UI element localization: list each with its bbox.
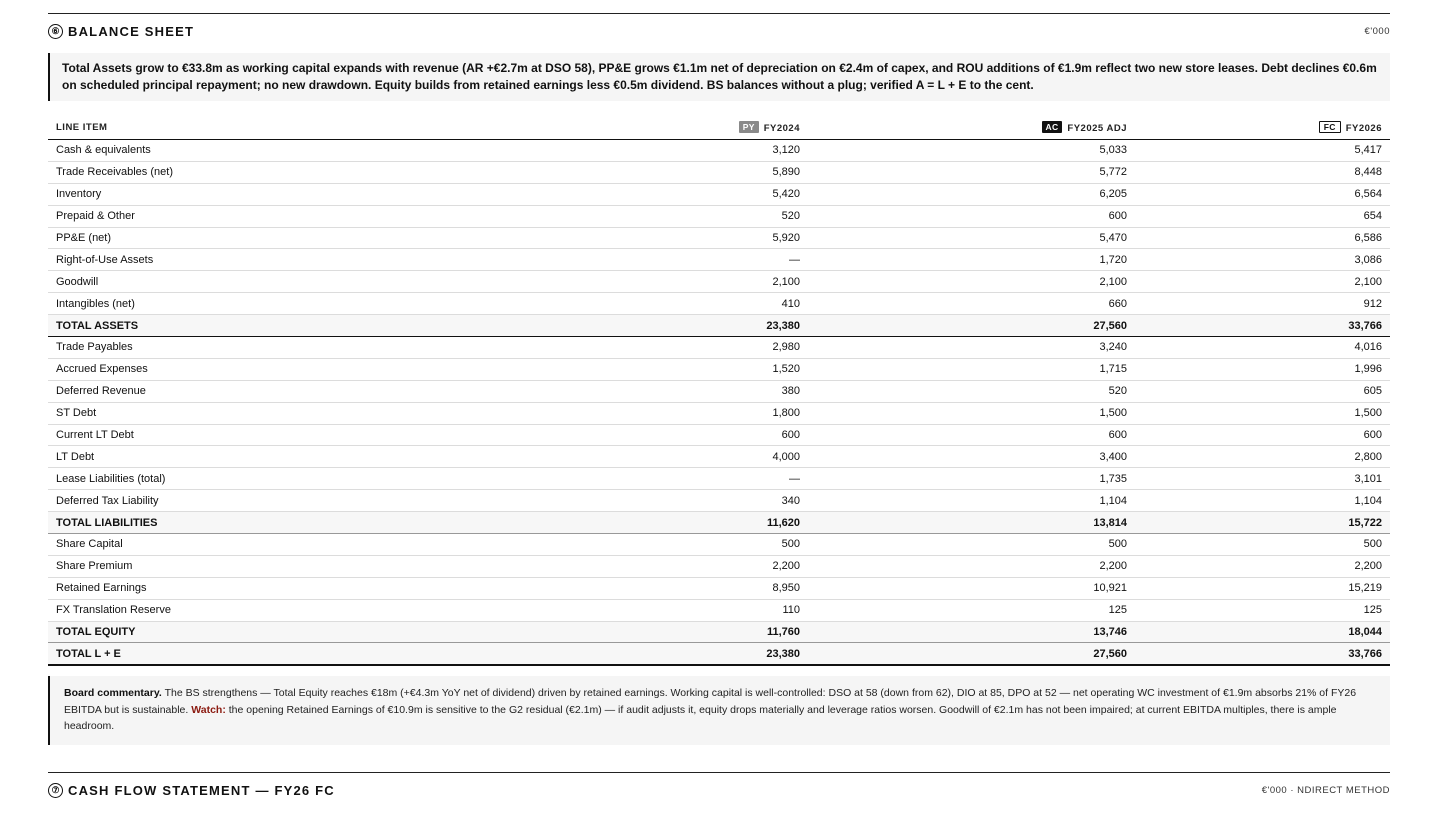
- col-fy2024-label: FY2024: [763, 123, 800, 134]
- section-title-text: CASH FLOW STATEMENT — FY26 FC: [68, 783, 335, 798]
- cell-ac: 6,205: [808, 183, 1135, 205]
- cell-fc: 2,800: [1135, 446, 1390, 468]
- cell-py: 3,120: [484, 140, 808, 162]
- cell-py: 500: [484, 534, 808, 556]
- fc-badge: FC: [1319, 121, 1341, 133]
- cell-ac: 125: [808, 599, 1135, 621]
- section-divider: [48, 13, 1390, 14]
- cell-fc: 4,016: [1135, 337, 1390, 359]
- table-row: [48, 358, 1390, 380]
- total-liabilities-row: [48, 512, 1390, 534]
- cell-ac: 5,470: [808, 227, 1135, 249]
- col-fy2026-label: FY2026: [1345, 123, 1382, 134]
- balance-sheet-header: [48, 24, 1390, 39]
- cell-fc: 3,101: [1135, 468, 1390, 490]
- cell-ac: 1,104: [808, 490, 1135, 512]
- col-fy2025-label: FY2025 ADJ: [1067, 123, 1127, 134]
- col-fy2026: [1135, 116, 1390, 140]
- cell-py: 520: [484, 205, 808, 227]
- cell-fc: 6,564: [1135, 183, 1390, 205]
- cell-fc: 6,586: [1135, 227, 1390, 249]
- row-label: Share Premium: [48, 555, 484, 577]
- cell-py: 1,520: [484, 358, 808, 380]
- cell-py: 8,950: [484, 577, 808, 599]
- cell-ac: 1,715: [808, 358, 1135, 380]
- cell-fc: 2,200: [1135, 555, 1390, 577]
- section-title-text: BALANCE SHEET: [68, 24, 195, 39]
- table-row: [48, 424, 1390, 446]
- row-label: TOTAL LIABILITIES: [48, 512, 484, 534]
- row-label: Prepaid & Other: [48, 205, 484, 227]
- cell-ac: 10,921: [808, 577, 1135, 599]
- cell-py: 410: [484, 293, 808, 315]
- cell-py: 380: [484, 380, 808, 402]
- row-label: Right-of-Use Assets: [48, 249, 484, 271]
- balance-sheet-table: [48, 116, 1390, 666]
- cell-py: 110: [484, 599, 808, 621]
- row-label: Trade Receivables (net): [48, 161, 484, 183]
- table-row: [48, 446, 1390, 468]
- cell-py: 11,760: [484, 621, 808, 643]
- cell-fc: 5,417: [1135, 140, 1390, 162]
- row-label: Trade Payables: [48, 337, 484, 359]
- section-title: [48, 24, 194, 39]
- cell-fc: 15,219: [1135, 577, 1390, 599]
- cell-py: 2,980: [484, 337, 808, 359]
- cell-fc: 125: [1135, 599, 1390, 621]
- cell-ac: 5,033: [808, 140, 1135, 162]
- commentary-watch-text: the opening Retained Earnings of €10.9m is sensitive to the G2 residual (€2.1m) — if audit adjusts it, equity drops materially and leverage ratios worsen. Goodwill of €2.1m has not been impaired; at current EBITDA multiples, there is ample headroom.: [64, 703, 1337, 732]
- py-badge: PY: [739, 121, 759, 133]
- currency-unit: €'000 · NDIRECT METHOD: [1261, 785, 1390, 796]
- table-row: [48, 468, 1390, 490]
- table-row: [48, 599, 1390, 621]
- row-label: Retained Earnings: [48, 577, 484, 599]
- cell-fc: 33,766: [1135, 315, 1390, 337]
- cell-ac: 600: [808, 205, 1135, 227]
- table-row: [48, 183, 1390, 205]
- cell-py: 4,000: [484, 446, 808, 468]
- cell-py: 2,100: [484, 271, 808, 293]
- cell-py: 5,420: [484, 183, 808, 205]
- cell-ac: 13,746: [808, 621, 1135, 643]
- cell-ac: 3,400: [808, 446, 1135, 468]
- cell-ac: 1,720: [808, 249, 1135, 271]
- table-row: [48, 161, 1390, 183]
- table-row: [48, 227, 1390, 249]
- cell-ac: 5,772: [808, 161, 1135, 183]
- cell-fc: 18,044: [1135, 621, 1390, 643]
- cell-fc: 3,086: [1135, 249, 1390, 271]
- row-label: TOTAL EQUITY: [48, 621, 484, 643]
- cell-ac: 27,560: [808, 315, 1135, 337]
- section-divider: [48, 772, 1390, 773]
- row-label: FX Translation Reserve: [48, 599, 484, 621]
- commentary-text: The BS strengthens — Total Equity reaches €18m (+€4.3m YoY net of dividend) driven by retained earnings. Working capital is well-controlled: DSO at 58 (down from 62), DIO at 85, DPO at 52 — net operating WC investment of €1.9m absorbs 21% of FY26 EBITDA but is sustainable.: [64, 687, 1357, 716]
- section-number: ⑥: [48, 24, 63, 39]
- total-assets-row: [48, 315, 1390, 337]
- row-label: Current LT Debt: [48, 424, 484, 446]
- cell-ac: 2,200: [808, 555, 1135, 577]
- cell-ac: 600: [808, 424, 1135, 446]
- commentary-watch-label: Watch:: [191, 703, 226, 716]
- cell-py: 23,380: [484, 315, 808, 337]
- cell-fc: 8,448: [1135, 161, 1390, 183]
- table-row: [48, 271, 1390, 293]
- row-label: Accrued Expenses: [48, 358, 484, 380]
- row-label: Deferred Tax Liability: [48, 490, 484, 512]
- row-label: TOTAL ASSETS: [48, 315, 484, 337]
- cell-py: 600: [484, 424, 808, 446]
- cell-py: 23,380: [484, 643, 808, 665]
- row-label: Intangibles (net): [48, 293, 484, 315]
- col-fy2024: [484, 116, 808, 140]
- cell-fc: 2,100: [1135, 271, 1390, 293]
- row-label: Goodwill: [48, 271, 484, 293]
- cell-py: —: [484, 249, 808, 271]
- currency-unit: €'000: [1364, 26, 1390, 37]
- cell-fc: 15,722: [1135, 512, 1390, 534]
- table-row: [48, 534, 1390, 556]
- table-row: [48, 402, 1390, 424]
- board-commentary: [48, 676, 1390, 745]
- cell-fc: 654: [1135, 205, 1390, 227]
- cell-fc: 1,104: [1135, 490, 1390, 512]
- total-equity-row: [48, 621, 1390, 643]
- cell-py: —: [484, 468, 808, 490]
- total-l-e-row: [48, 643, 1390, 665]
- summary-callout: Total Assets grow to €33.8m as working capital expands with revenue (AR +€2.7m at DSO 58), PP&E grows €1.1m net of depreciation on €2.4m of capex, and ROU additions of €1.9m reflect two new store leases. Debt declines €0.6m on scheduled principal repayment; no new drawdown. Equity builds from retained earnings less €0.5m dividend. BS balances without a plug; verified A = L + E to the cent.: [48, 53, 1390, 101]
- table-row: [48, 205, 1390, 227]
- cell-fc: 605: [1135, 380, 1390, 402]
- commentary-lead: Board commentary.: [64, 687, 162, 699]
- cell-ac: 27,560: [808, 643, 1135, 665]
- cell-ac: 13,814: [808, 512, 1135, 534]
- cell-py: 11,620: [484, 512, 808, 534]
- cell-py: 2,200: [484, 555, 808, 577]
- section-title: [48, 783, 335, 798]
- cell-py: 340: [484, 490, 808, 512]
- cell-fc: 1,996: [1135, 358, 1390, 380]
- table-row: [48, 490, 1390, 512]
- row-label: ST Debt: [48, 402, 484, 424]
- cell-py: 1,800: [484, 402, 808, 424]
- ac-badge: AC: [1042, 121, 1063, 133]
- row-label: PP&E (net): [48, 227, 484, 249]
- row-label: Cash & equivalents: [48, 140, 484, 162]
- row-label: Deferred Revenue: [48, 380, 484, 402]
- table-row: [48, 555, 1390, 577]
- table-row: [48, 337, 1390, 359]
- cell-ac: 660: [808, 293, 1135, 315]
- cell-fc: 600: [1135, 424, 1390, 446]
- cell-ac: 2,100: [808, 271, 1135, 293]
- cell-fc: 500: [1135, 534, 1390, 556]
- row-label: LT Debt: [48, 446, 484, 468]
- cell-fc: 912: [1135, 293, 1390, 315]
- cell-fc: 33,766: [1135, 643, 1390, 665]
- row-label: Inventory: [48, 183, 484, 205]
- cell-ac: 1,500: [808, 402, 1135, 424]
- cell-fc: 1,500: [1135, 402, 1390, 424]
- table-header-row: [48, 116, 1390, 140]
- cell-ac: 500: [808, 534, 1135, 556]
- section-number: ⑦: [48, 783, 63, 798]
- table-row: [48, 249, 1390, 271]
- col-line-item: LINE ITEM: [48, 116, 484, 140]
- cell-py: 5,920: [484, 227, 808, 249]
- cell-py: 5,890: [484, 161, 808, 183]
- row-label: TOTAL L + E: [48, 643, 484, 665]
- row-label: Lease Liabilities (total): [48, 468, 484, 490]
- table-row: [48, 140, 1390, 162]
- cell-ac: 520: [808, 380, 1135, 402]
- col-fy2025-adj: [808, 116, 1135, 140]
- table-row: [48, 380, 1390, 402]
- row-label: Share Capital: [48, 534, 484, 556]
- cell-ac: 3,240: [808, 337, 1135, 359]
- table-row: [48, 577, 1390, 599]
- cash-flow-header: [48, 783, 1390, 798]
- cell-ac: 1,735: [808, 468, 1135, 490]
- table-row: [48, 293, 1390, 315]
